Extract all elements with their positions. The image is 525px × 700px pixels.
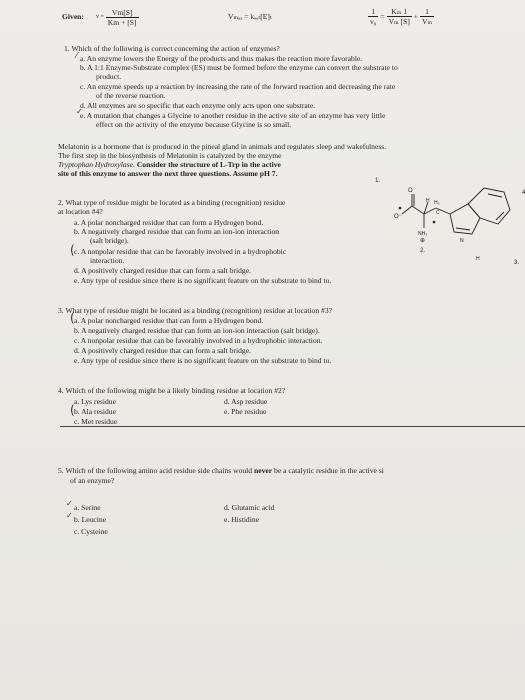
q4-option-d: d. Asp residue	[224, 397, 268, 406]
handwritten-check-mark: ✓	[66, 511, 73, 520]
methylene-label: H₂	[434, 200, 440, 206]
q2-option-b-line1: b. A negatively charged residue that can form an ion-ion interaction	[74, 227, 280, 236]
q4-stem: 4. Which of the following might be a likely binding residue at location #2?	[58, 386, 286, 395]
q3-stem: 3. What type of residue might be located as a binding (recognition) residue at location #3?	[58, 306, 332, 315]
l-trp-structure	[372, 170, 525, 280]
handwritten-check-mark: ✓	[76, 107, 83, 116]
q4-option-c: c. Met residue	[74, 417, 118, 426]
intro-line-4: site of this enzyme to answer the next three questions. Assume pH 7.	[58, 169, 278, 178]
amine-label: NH₃	[418, 231, 428, 237]
q2-option-d: d. A positively charged residue that can form a salt bridge.	[74, 266, 251, 275]
q3-option-d: d. A positively charged residue that can form a salt bridge.	[74, 346, 251, 355]
handwritten-circle-mark: (	[70, 243, 75, 257]
q1-option-a: a. An enzyme lowers the Energy of the products and thus makes the reaction more favorable.	[80, 54, 363, 63]
q1-option-e-line1: e. A mutation that changes a Glycine to another residue in the active site of an enzyme has very little	[80, 111, 386, 120]
q2-stem-line2: at location #4?	[58, 207, 103, 216]
q1-option-d: d. All enzymes are so specific that each enzyme only acts upon one substrate.	[80, 101, 316, 110]
q2-option-c-line2: interaction.	[90, 256, 125, 265]
positive-charge-icon: ⊕	[420, 238, 426, 244]
q3-option-e: e. Any type of residue since there is no significant feature on the substrate to bind to.	[74, 356, 332, 365]
handwritten-circle-mark: (	[70, 311, 75, 325]
q5-option-e: e. Histidine	[224, 515, 260, 524]
q1-option-c-line1: c. An enzyme speeds up a reaction by increasing the rate of the forward reaction and decreasing the rate	[80, 82, 396, 91]
handwritten-check-mark: ✓	[66, 499, 73, 508]
carbonyl-oxygen-label: O	[408, 188, 413, 194]
alpha-hydrogen-label: H	[426, 198, 430, 204]
q5-stem-line1: 5. Which of the following amino acid residue side chains would never be a catalytic residue in the active si	[58, 466, 384, 475]
location-1-label: 1.	[375, 178, 381, 184]
location-3-label: 3.	[514, 260, 520, 266]
intro-line-3: Tryptophan Hydroxylase. Consider the structure of L-Trp in the active	[58, 160, 281, 169]
q1-stem: 1. Which of the following is correct concerning the action of enzymes?	[64, 44, 280, 53]
q2-option-c-line1: c. A nonpolar residue that can be favorably involved in a hydrophobic	[74, 247, 287, 256]
indole-nitrogen-label: N	[460, 238, 464, 244]
handwritten-check-mark: ⁄	[76, 51, 78, 60]
q3-option-a: a. A polar noncharged residue that can form a Hydrogen bond.	[74, 316, 264, 325]
q5-option-d: d. Glutamic acid	[224, 503, 275, 512]
q5-stem-line2: of an enzyme?	[70, 476, 115, 485]
carbon-label: C	[436, 210, 440, 216]
q5-option-b: b. Leucine	[74, 515, 107, 524]
q4-option-e: e. Phe residue	[224, 407, 267, 416]
lineweaver-burk-equation: $\frac{1}{\text{v₀}}$ = $\frac{\text{Kₘ 1}}{\text{Vₘ [S]}}$ + $\frac{1}{\text{Vₘ}}$	[370, 7, 433, 26]
intro-line-2: The first step in the biosynthesis of Melatonin is catalyzed by the enzyme	[58, 151, 282, 160]
q2-option-e: e. Any type of residue since there is no significant feature on the substrate to bind to.	[74, 276, 332, 285]
q4-option-a: a. Lys residue	[74, 397, 116, 406]
q4-option-b: b. Ala residue	[74, 407, 116, 416]
divider-line	[60, 426, 525, 427]
vmax-equation: Vₘₐₓ = kₔₐₜ[E]ₜ	[228, 12, 272, 21]
q1-option-e-line2: effect on the activity of the enzyme because Glycine is so small.	[96, 120, 292, 129]
intro-line-1: Melatonin is a hormone that is produced in the pineal gland in animals and regulates sleep and wakefulness.	[58, 142, 387, 151]
location-2-label: 2.	[420, 248, 426, 254]
q3-option-c: c. A nonpolar residue that can be favorably involved in a hydrophobic interaction.	[74, 336, 323, 345]
bullet-dot	[399, 207, 402, 210]
q2-stem-line1: 2. What type of residue might be located as a binding (recognition) residue	[58, 198, 286, 207]
carboxylate-oxygen-label: O⁻	[394, 214, 402, 220]
q1-option-b-line1: b. A 1:1 Enzyme-Substrate complex (ES) must be formed before the enzyme can convert the substrate to	[80, 63, 398, 72]
michaelis-menten-equation: v = $\frac{Vm[S]}{Km + [S]}$	[96, 8, 137, 27]
handwritten-circle-mark: (	[70, 403, 75, 417]
bullet-dot	[433, 221, 436, 224]
location-4-label: 4	[522, 190, 525, 196]
q5-option-c: c. Cysteine	[74, 527, 108, 536]
q5-option-a: a. Serine	[74, 503, 101, 512]
q2-option-a: a. A polar noncharged residue that can form a Hydrogen bond.	[74, 218, 264, 227]
q1-option-b-line2: product.	[96, 72, 122, 81]
q1-option-c-line2: of the reverse reaction.	[96, 91, 166, 100]
q2-option-b-line2: (salt bridge).	[90, 236, 129, 245]
q3-option-b: b. A negatively charged residue that can form an ion-ion interaction (salt bridge).	[74, 326, 320, 335]
indole-hydrogen-label: H	[476, 256, 480, 262]
given-label: Given:	[62, 12, 84, 21]
